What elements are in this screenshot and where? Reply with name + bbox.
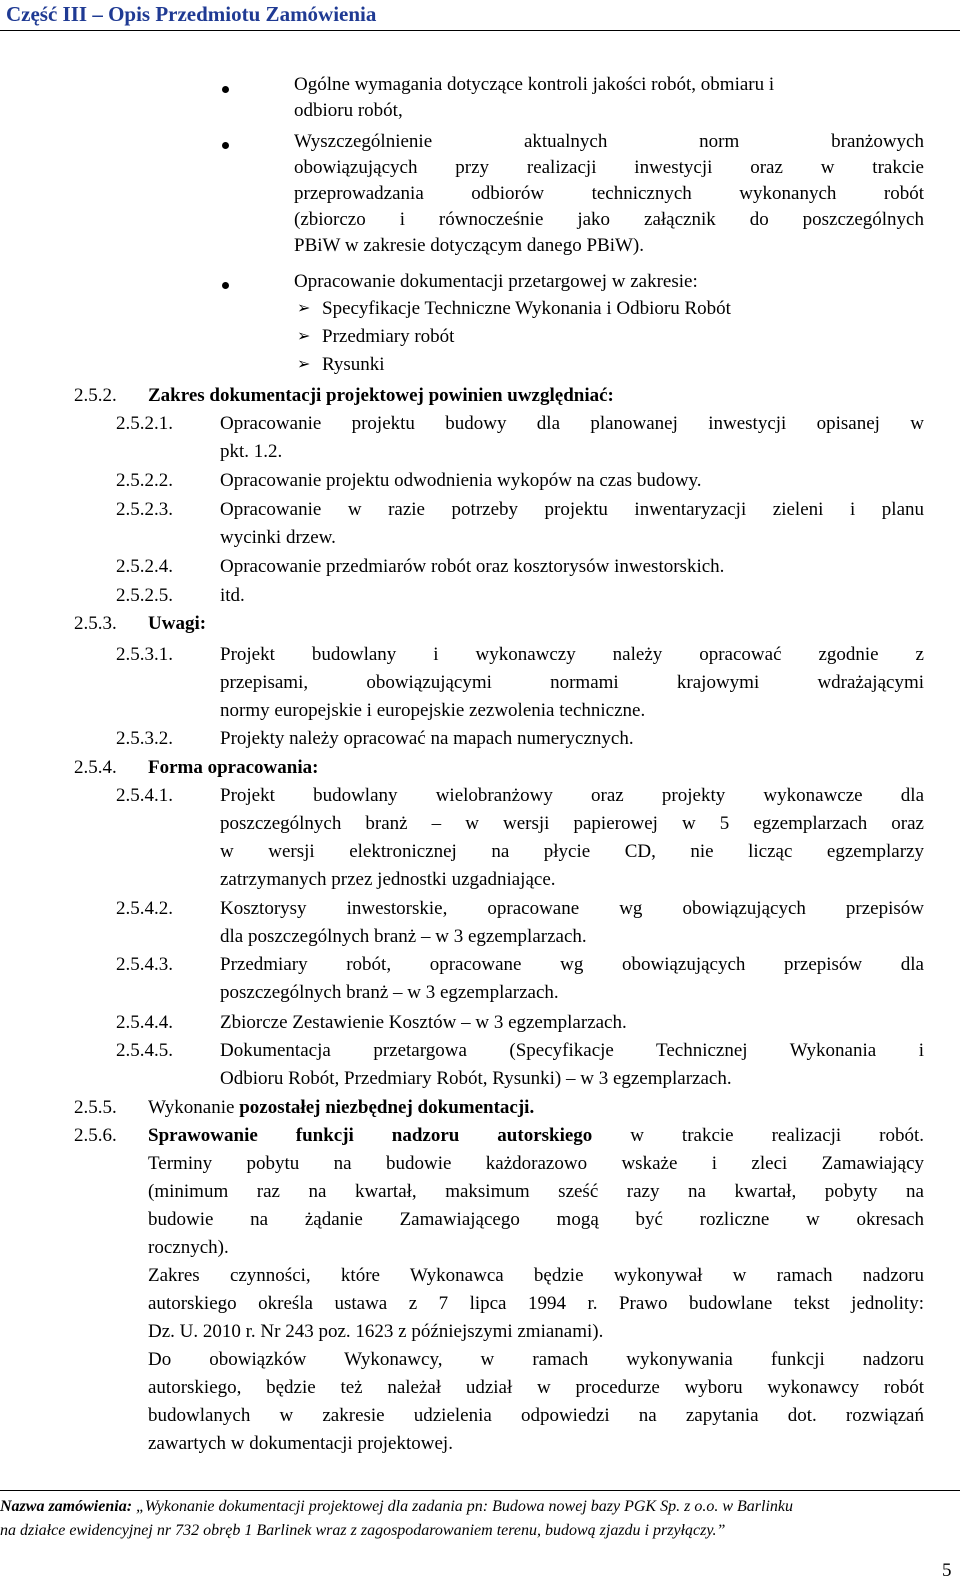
paragraph-line: autorskiego, będzie też należał udział w procedurze wyboru wykonawcy robót bbox=[148, 1377, 924, 1398]
bullet-line: odbioru robót, bbox=[294, 100, 403, 121]
item-line: Zbiorcze Zestawienie Kosztów – w 3 egzemplarzach. bbox=[220, 1012, 627, 1033]
item-line: normy europejskie i europejskie zezwolenia techniczne. bbox=[220, 700, 646, 721]
item-number: 2.5.2.3. bbox=[116, 499, 173, 520]
footer-divider bbox=[0, 1490, 960, 1491]
item-number: 2.5.2.1. bbox=[116, 413, 173, 434]
bullet-line: (zbiorczo i równocześnie jako załącznik do poszczególnych bbox=[294, 209, 924, 230]
section-title: Zakres dokumentacji projektowej powinien uwzględniać: bbox=[148, 385, 614, 406]
item-number: 2.5.4.5. bbox=[116, 1040, 173, 1061]
sub-item: Rysunki bbox=[322, 354, 385, 375]
footer-label: Nazwa zamówienia: bbox=[0, 1498, 133, 1515]
item-line: poszczególnych branż – w wersji papierowej w 5 egzemplarzach oraz bbox=[220, 813, 924, 834]
footer-line-1 bbox=[0, 1496, 948, 1518]
header-title: Część III – Opis Przedmiotu Zamówienia bbox=[6, 2, 377, 26]
item-number: 2.5.2.2. bbox=[116, 470, 173, 491]
sub-item: Specyfikacje Techniczne Wykonania i Odbioru Robót bbox=[322, 298, 731, 319]
paragraph-line: Dz. U. 2010 r. Nr 243 poz. 1623 z późniejszymi zmianami). bbox=[148, 1321, 604, 1342]
bullet-icon bbox=[222, 86, 229, 93]
page-header bbox=[0, 0, 960, 31]
section-title-rest: w trakcie realizacji robót. bbox=[592, 1125, 924, 1146]
item-line: Kosztorysy inwestorskie, opracowane wg obowiązujących przepisów bbox=[220, 898, 924, 919]
item-number: 2.5.4.4. bbox=[116, 1012, 173, 1033]
item-line: Przedmiary robót, opracowane wg obowiązujących przepisów dla bbox=[220, 954, 924, 975]
item-number: 2.5.4.3. bbox=[116, 954, 173, 975]
item-number: 2.5.2.5. bbox=[116, 585, 173, 606]
item-number: 2.5.2.4. bbox=[116, 556, 173, 577]
bullet-icon bbox=[222, 142, 229, 149]
paragraph-line: rocznych). bbox=[148, 1237, 229, 1258]
bullet-line: Ogólne wymagania dotyczące kontroli jakości robót, obmiaru i bbox=[294, 74, 775, 95]
section-number: 2.5.3. bbox=[74, 613, 117, 634]
section-text bbox=[148, 1095, 534, 1121]
footer-line-2: na działce ewidencyjnej nr 732 obręb 1 Barlinek wraz z zagospodarowaniem terenu, budową zjazdu i przyłączy.” bbox=[0, 1522, 726, 1539]
bullet-line: przeprowadzania odbiorów technicznych wykonanych robót bbox=[294, 183, 924, 204]
paragraph-line: Terminy pobytu na budowie każdorazowo wskaże i zleci Zamawiający bbox=[148, 1153, 924, 1174]
item-line: Opracowanie projektu odwodnienia wykopów na czas budowy. bbox=[220, 470, 702, 491]
arrow-bullet-icon: ➢ bbox=[297, 328, 311, 345]
bullet-icon bbox=[222, 282, 229, 289]
section-number: 2.5.5. bbox=[74, 1097, 117, 1118]
paragraph-line: zawartych w dokumentacji projektowej. bbox=[148, 1433, 453, 1454]
page-number: 5 bbox=[942, 1560, 952, 1581]
arrow-bullet-icon: ➢ bbox=[297, 300, 311, 317]
item-line: Opracowanie projektu budowy dla planowanej inwestycji opisanej w bbox=[220, 413, 924, 434]
item-line: dla poszczególnych branż – w 3 egzemplarzach. bbox=[220, 926, 587, 947]
section-text-bold: pozostałej niezbędnej dokumentacji. bbox=[239, 1097, 535, 1118]
paragraph-line: autorskiego określa ustawa z 7 lipca 1994 r. Prawo budowlane tekst jednolity: bbox=[148, 1293, 924, 1314]
item-line: wycinki drzew. bbox=[220, 527, 336, 548]
item-number: 2.5.4.1. bbox=[116, 785, 173, 806]
paragraph-line: Zakres czynności, które Wykonawca będzie wykonywał w ramach nadzoru bbox=[148, 1265, 924, 1286]
paragraph-line: budowlanych w zakresie udzielenia odpowiedzi na zapytania dot. rozwiązań bbox=[148, 1405, 924, 1426]
item-line: Opracowanie w razie potrzeby projektu inwentaryzacji zieleni i planu bbox=[220, 499, 924, 520]
bullet-line: PBiW w zakresie dotyczącym danego PBiW). bbox=[294, 235, 644, 256]
bullet-line: obowiązujących przy realizacji inwestycji oraz w trakcie bbox=[294, 157, 924, 178]
item-line: Projekt budowlany wielobranżowy oraz projekty wykonawcze dla bbox=[220, 785, 924, 806]
paragraph-line: budowie na żądanie Zamawiającego mogą być rozliczne w okresach bbox=[148, 1209, 924, 1230]
item-line: w wersji elektronicznej na płycie CD, nie licząc egzemplarzy bbox=[220, 841, 924, 862]
bullet-line: Opracowanie dokumentacji przetargowej w zakresie: bbox=[294, 271, 698, 292]
section-title-bold: Sprawowanie funkcji nadzoru autorskiego bbox=[148, 1125, 593, 1146]
section-title: Forma opracowania: bbox=[148, 757, 319, 778]
item-line: przepisami, obowiązującymi normami krajowymi wdrażającymi bbox=[220, 672, 924, 693]
section-number: 2.5.4. bbox=[74, 757, 117, 778]
item-line: Projekty należy opracować na mapach numerycznych. bbox=[220, 728, 634, 749]
item-line: itd. bbox=[220, 585, 245, 606]
item-line: Dokumentacja przetargowa (Specyfikacje Technicznej Wykonania i bbox=[220, 1040, 924, 1061]
section-number: 2.5.2. bbox=[74, 385, 117, 406]
item-line: Odbioru Robót, Przedmiary Robót, Rysunki) – w 3 egzemplarzach. bbox=[220, 1068, 732, 1089]
arrow-bullet-icon: ➢ bbox=[297, 356, 311, 373]
paragraph-line: Do obowiązków Wykonawcy, w ramach wykonywania funkcji nadzoru bbox=[148, 1349, 924, 1370]
bullet-line: Wyszczególnienie aktualnych norm branżowych bbox=[294, 131, 924, 152]
item-number: 2.5.3.2. bbox=[116, 728, 173, 749]
item-line: pkt. 1.2. bbox=[220, 441, 283, 462]
section-title-line bbox=[148, 1123, 924, 1149]
footer-text-1: „Wykonanie dokumentacji projektowej dla zadania pn: Budowa nowej bazy PGK Sp. z o.o. w Barlinku bbox=[132, 1498, 793, 1515]
item-line: Opracowanie przedmiarów robót oraz kosztorysów inwestorskich. bbox=[220, 556, 725, 577]
item-number: 2.5.4.2. bbox=[116, 898, 173, 919]
item-number: 2.5.3.1. bbox=[116, 644, 173, 665]
sub-item: Przedmiary robót bbox=[322, 326, 455, 347]
section-number: 2.5.6. bbox=[74, 1125, 117, 1146]
item-line: Projekt budowlany i wykonawczy należy opracować zgodnie z bbox=[220, 644, 924, 665]
item-line: poszczególnych branż – w 3 egzemplarzach. bbox=[220, 982, 559, 1003]
item-line: zatrzymanych przez jednostki uzgadniające. bbox=[220, 869, 556, 890]
section-text-normal: Wykonanie bbox=[148, 1097, 240, 1118]
paragraph-line: (minimum raz na kwartał, maksimum sześć razy na kwartał, pobyty na bbox=[148, 1181, 924, 1202]
section-title: Uwagi: bbox=[148, 613, 207, 634]
